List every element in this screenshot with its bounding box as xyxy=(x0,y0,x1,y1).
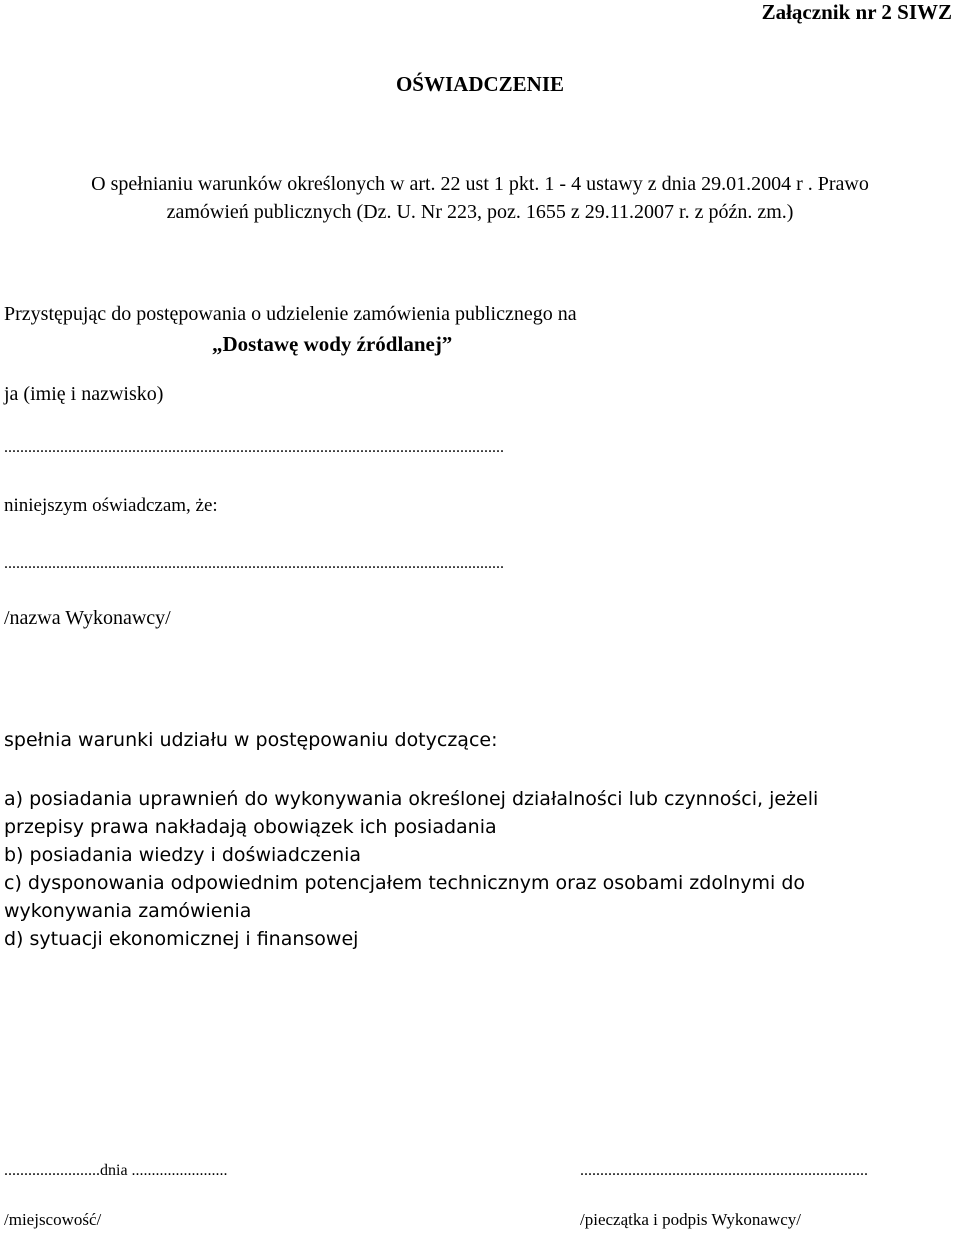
condition-item: przepisy prawa nakładają obowiązek ich posiadania xyxy=(4,816,497,838)
conditions-list xyxy=(4,785,954,953)
declaration-text: niniejszym oświadczam, że: xyxy=(4,495,218,516)
condition-item: d) sytuacji ekonomicznej i finansowej xyxy=(4,928,359,950)
condition-item: a) posiadania uprawnień do wykonywania określonej działalności lub czynności, jeżeli xyxy=(4,788,819,810)
lead-text-line-2: zamówień publicznych (Dz. U. Nr 223, poz. 1655 z 29.11.2007 r. z późn. zm.) xyxy=(166,201,794,223)
document-title: OŚWIADCZENIE xyxy=(395,72,565,96)
contractor-label: /nazwa Wykonawcy/ xyxy=(4,607,171,629)
name-label: ja (imię i nazwisko) xyxy=(4,383,164,405)
procurement-subject: „Dostawę wody źródlanej” xyxy=(212,332,453,356)
annex-label: Załącznik nr 2 SIWZ xyxy=(761,0,952,24)
conditions-intro: spełnia warunki udziału w postępowaniu dotyczące: xyxy=(4,729,498,751)
lead-text-line-1: O spełnianiu warunków określonych w art. 22 ust 1 pkt. 1 - 4 ustawy z dnia 29.01.2004 r . Prawo xyxy=(91,173,869,195)
condition-item: wykonywania zamówienia xyxy=(4,900,252,922)
place-label: /miejscowość/ xyxy=(4,1210,102,1229)
place-date-fill-line[interactable]: ........................dnia ........................ xyxy=(4,1162,228,1179)
condition-item: b) posiadania wiedzy i doświadczenia xyxy=(4,844,362,866)
procedure-intro: Przystępując do postępowania o udzielenie zamówienia publicznego na xyxy=(4,303,577,325)
contractor-fill-line[interactable]: ............................................................................................................................. xyxy=(4,555,504,572)
name-fill-line[interactable]: ............................................................................................................................. xyxy=(4,439,504,456)
signature-label: /pieczątka i podpis Wykonawcy/ xyxy=(580,1210,802,1229)
signature-fill-line[interactable]: ........................................................................ xyxy=(580,1162,868,1179)
condition-item: c) dysponowania odpowiednim potencjałem technicznym oraz osobami zdolnymi do xyxy=(4,872,806,894)
